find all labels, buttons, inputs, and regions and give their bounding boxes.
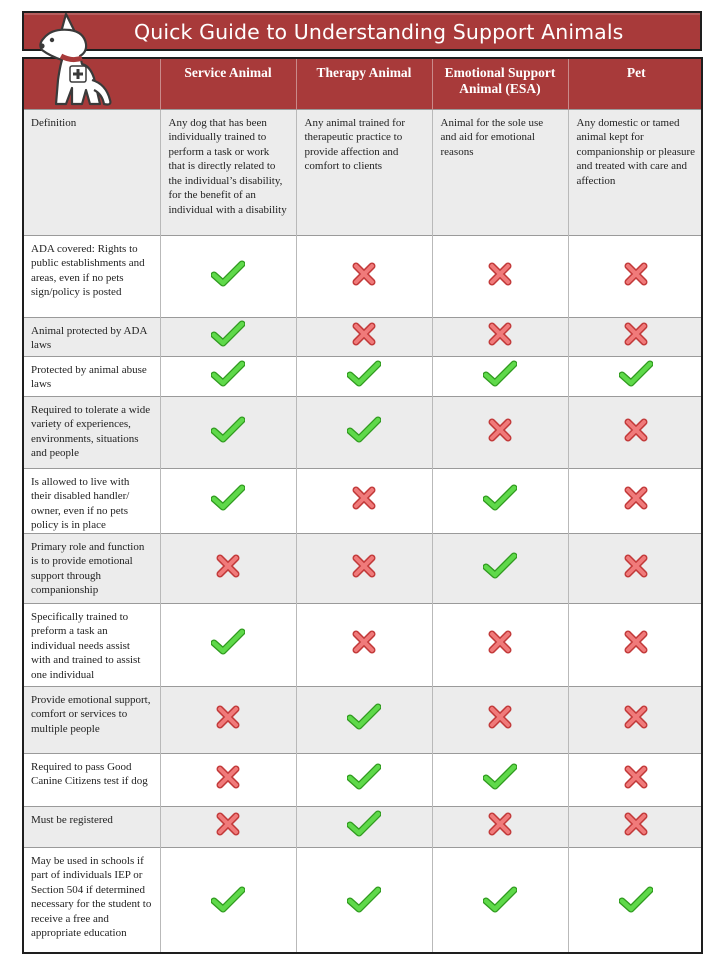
cross-icon bbox=[624, 705, 648, 734]
row-label: Must be registered bbox=[24, 806, 160, 847]
definition-cell: Any dog that has been individually trained to perform a task or work that is directly related to the individual’s disability, for the benefit of an individual with a disability bbox=[160, 109, 296, 235]
cross-icon bbox=[216, 554, 240, 583]
table-row bbox=[24, 753, 703, 806]
mark-cell bbox=[432, 317, 568, 356]
comparison-table bbox=[22, 57, 703, 954]
mark-cell bbox=[296, 356, 432, 396]
mark-cell bbox=[160, 806, 296, 847]
title-bar bbox=[22, 11, 702, 51]
check-icon bbox=[211, 416, 245, 449]
table-row bbox=[24, 356, 703, 396]
table-row bbox=[24, 317, 703, 356]
check-icon bbox=[619, 360, 653, 393]
header-pet: Pet bbox=[568, 59, 703, 109]
definition-row bbox=[24, 109, 703, 235]
mark-cell bbox=[568, 847, 703, 954]
table-row bbox=[24, 686, 703, 753]
mark-cell bbox=[568, 533, 703, 603]
check-icon bbox=[483, 552, 517, 585]
cross-icon bbox=[624, 322, 648, 351]
mark-cell bbox=[160, 603, 296, 686]
check-icon bbox=[483, 763, 517, 796]
cross-icon bbox=[624, 418, 648, 447]
mark-cell bbox=[568, 806, 703, 847]
cross-icon bbox=[352, 262, 376, 291]
row-label: Primary role and function is to provide emotional support through companionship bbox=[24, 533, 160, 603]
check-icon bbox=[347, 360, 381, 393]
cross-icon bbox=[624, 765, 648, 794]
row-label: ADA covered: Rights to public establishments and areas, even if no pets sign/policy is posted bbox=[24, 235, 160, 317]
cross-icon bbox=[488, 262, 512, 291]
mark-cell bbox=[160, 533, 296, 603]
table-row bbox=[24, 235, 703, 317]
service-dog-icon bbox=[30, 6, 122, 114]
check-icon bbox=[347, 886, 381, 919]
mark-cell bbox=[160, 686, 296, 753]
table-row bbox=[24, 396, 703, 468]
check-icon bbox=[211, 320, 245, 353]
mark-cell bbox=[432, 533, 568, 603]
mark-cell bbox=[160, 317, 296, 356]
definition-cell: Animal for the sole use and aid for emotional reasons bbox=[432, 109, 568, 235]
check-icon bbox=[483, 886, 517, 919]
cross-icon bbox=[352, 554, 376, 583]
row-label: Protected by animal abuse laws bbox=[24, 356, 160, 396]
mark-cell bbox=[568, 468, 703, 533]
cross-icon bbox=[488, 418, 512, 447]
cross-icon bbox=[624, 630, 648, 659]
cross-icon bbox=[624, 554, 648, 583]
cross-icon bbox=[488, 630, 512, 659]
table-row bbox=[24, 468, 703, 533]
definition-cell: Any animal trained for therapeutic practice to provide affection and comfort to clients bbox=[296, 109, 432, 235]
table-row bbox=[24, 603, 703, 686]
mark-cell bbox=[296, 317, 432, 356]
mark-cell bbox=[432, 356, 568, 396]
check-icon bbox=[347, 416, 381, 449]
cross-icon bbox=[216, 705, 240, 734]
cross-icon bbox=[216, 765, 240, 794]
mark-cell bbox=[568, 686, 703, 753]
definition-cell: Any domestic or tamed animal kept for companionship or pleasure and treated with care and affection bbox=[568, 109, 703, 235]
header-service-animal: Service Animal bbox=[160, 59, 296, 109]
row-label: Specifically trained to preform a task an individual needs assist with and trained to assist one individual bbox=[24, 603, 160, 686]
header-esa: Emotional Support Animal (ESA) bbox=[432, 59, 568, 109]
row-label: Is allowed to live with their disabled handler/ owner, even if no pets policy is in place bbox=[24, 468, 160, 533]
cross-icon bbox=[352, 486, 376, 515]
cross-icon bbox=[624, 486, 648, 515]
mark-cell bbox=[296, 396, 432, 468]
mark-cell bbox=[568, 356, 703, 396]
mark-cell bbox=[568, 235, 703, 317]
check-icon bbox=[211, 484, 245, 517]
check-icon bbox=[211, 260, 245, 293]
mark-cell bbox=[568, 317, 703, 356]
row-label: Animal protected by ADA laws bbox=[24, 317, 160, 356]
mark-cell bbox=[432, 468, 568, 533]
cross-icon bbox=[624, 812, 648, 841]
row-label: Required to tolerate a wide variety of experiences, environments, situations and people bbox=[24, 396, 160, 468]
check-icon bbox=[211, 360, 245, 393]
cross-icon bbox=[488, 705, 512, 734]
mark-cell bbox=[296, 468, 432, 533]
cross-icon bbox=[352, 630, 376, 659]
mark-cell bbox=[432, 235, 568, 317]
mark-cell bbox=[432, 806, 568, 847]
mark-cell bbox=[296, 847, 432, 954]
mark-cell bbox=[296, 686, 432, 753]
definition-label: Definition bbox=[24, 109, 160, 235]
check-icon bbox=[619, 886, 653, 919]
mark-cell bbox=[160, 356, 296, 396]
mark-cell bbox=[432, 753, 568, 806]
mark-cell bbox=[432, 686, 568, 753]
cross-icon bbox=[488, 812, 512, 841]
table-row bbox=[24, 847, 703, 954]
check-icon bbox=[211, 886, 245, 919]
mark-cell bbox=[432, 396, 568, 468]
header-therapy-animal: Therapy Animal bbox=[296, 59, 432, 109]
mark-cell bbox=[568, 603, 703, 686]
mark-cell bbox=[160, 235, 296, 317]
check-icon bbox=[211, 628, 245, 661]
table-row bbox=[24, 806, 703, 847]
check-icon bbox=[347, 703, 381, 736]
check-icon bbox=[483, 484, 517, 517]
row-label: Provide emotional support, comfort or services to multiple people bbox=[24, 686, 160, 753]
mark-cell bbox=[296, 753, 432, 806]
cross-icon bbox=[488, 322, 512, 351]
mark-cell bbox=[160, 847, 296, 954]
mark-cell bbox=[568, 396, 703, 468]
mark-cell bbox=[432, 847, 568, 954]
cross-icon bbox=[216, 812, 240, 841]
page-title: Quick Guide to Understanding Support Animals bbox=[134, 20, 624, 44]
mark-cell bbox=[296, 235, 432, 317]
cross-icon bbox=[624, 262, 648, 291]
mark-cell bbox=[160, 396, 296, 468]
row-label: May be used in schools if part of individuals IEP or Section 504 if determined necessary for the student to receive a free and appropriate education bbox=[24, 847, 160, 954]
mark-cell bbox=[568, 753, 703, 806]
header-row bbox=[24, 59, 703, 109]
mark-cell bbox=[296, 603, 432, 686]
mark-cell bbox=[432, 603, 568, 686]
mark-cell bbox=[296, 806, 432, 847]
check-icon bbox=[483, 360, 517, 393]
table-row bbox=[24, 533, 703, 603]
mark-cell bbox=[160, 468, 296, 533]
check-icon bbox=[347, 810, 381, 843]
row-label: Required to pass Good Canine Citizens test if dog bbox=[24, 753, 160, 806]
check-icon bbox=[347, 763, 381, 796]
mark-cell bbox=[296, 533, 432, 603]
cross-icon bbox=[352, 322, 376, 351]
mark-cell bbox=[160, 753, 296, 806]
